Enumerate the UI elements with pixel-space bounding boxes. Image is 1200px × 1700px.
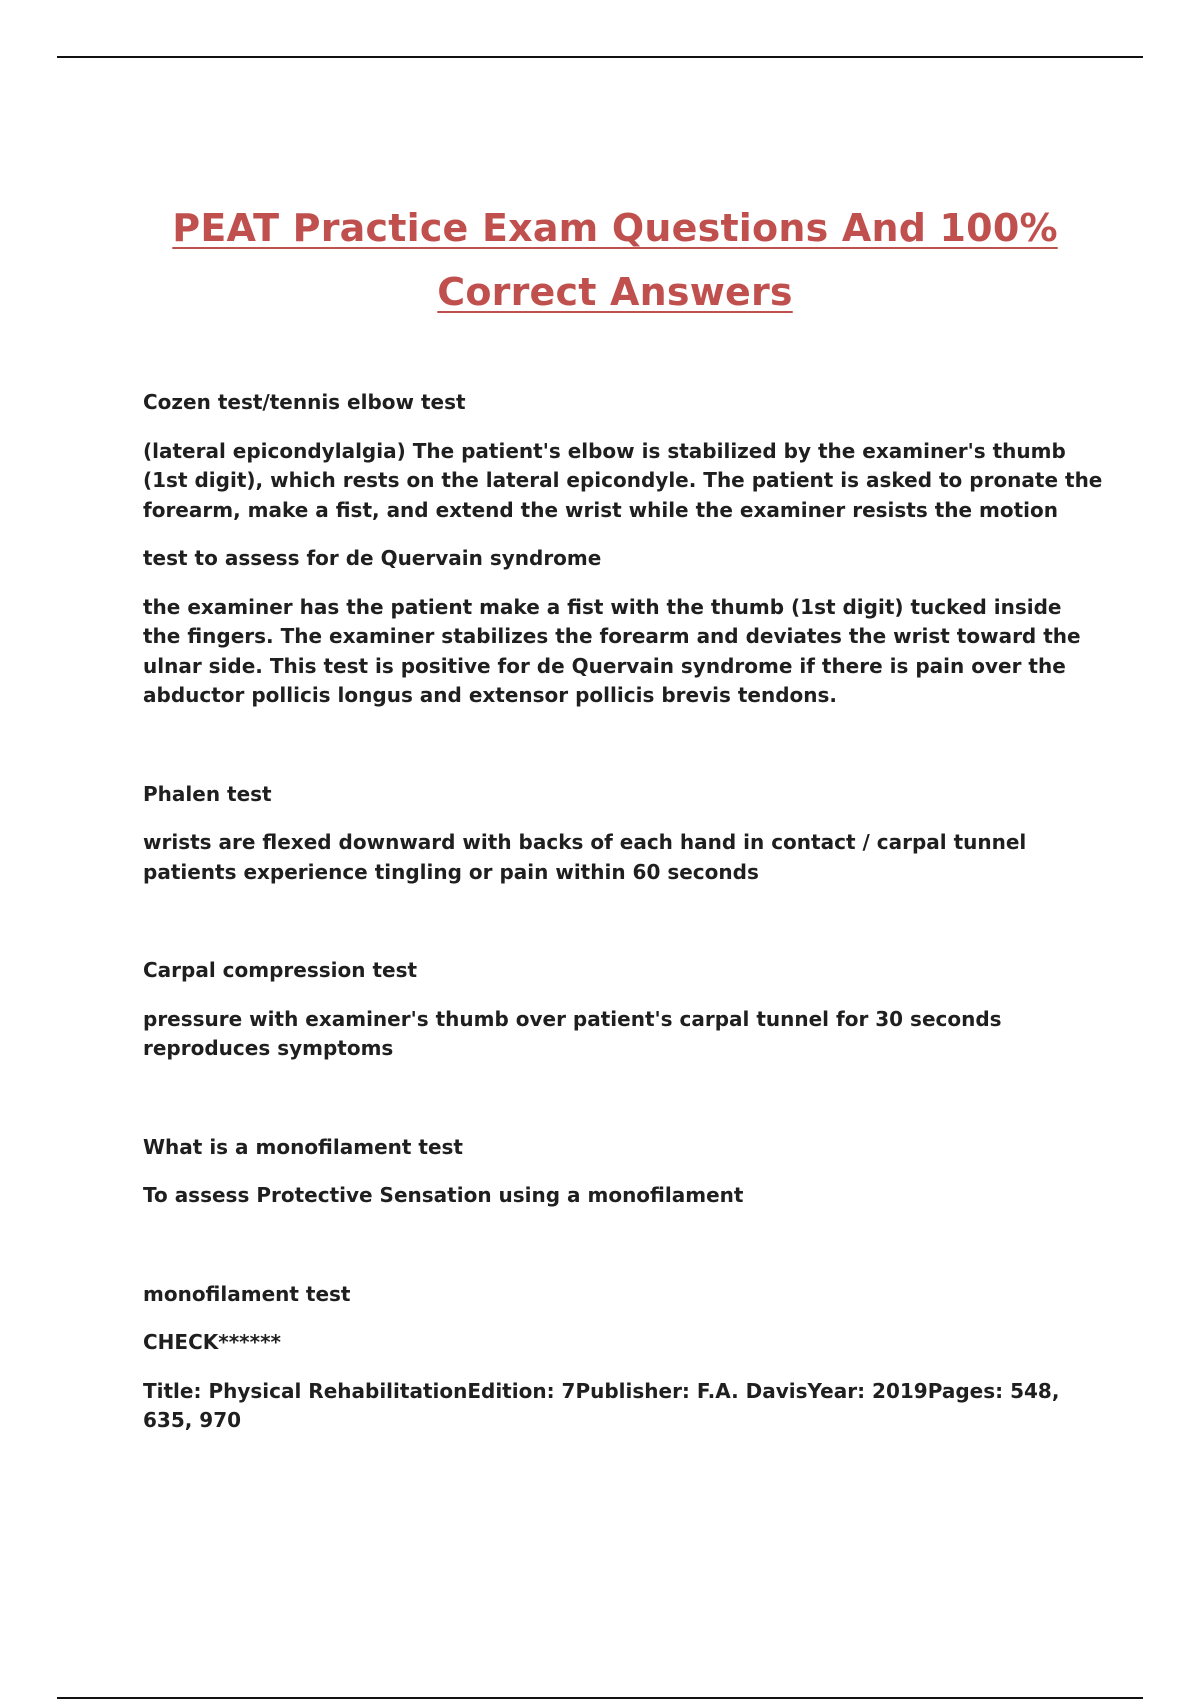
card-3-answer: wrists are flexed downward with backs of each hand in contact / carpal tunnel patients experience tingling or pain within 60 seconds — [143, 830, 1027, 884]
card-4-answer: pressure with examiner's thumb over patient's carpal tunnel for 30 seconds reproduces symptoms — [143, 1006, 1002, 1060]
card-1-question: Cozen test/tennis elbow test — [143, 390, 466, 414]
flashcard-list — [143, 388, 1103, 1455]
card-5-question: What is a monofilament test — [143, 1134, 463, 1159]
document-title — [130, 196, 1100, 324]
title-line-2: Correct Answers — [437, 270, 793, 314]
card-1-answer: (lateral epicondylalgia) The patient's elbow is stabilized by the examiner's thumb (1st digit), which rests on the lateral epicondyle. The patient is asked to pronate the forearm, make a fist, and extend the wrist while the examiner resists the motion — [143, 438, 1103, 522]
card-2-question: test to assess for de Quervain syndrome — [143, 546, 602, 570]
card-6-citation: Title: Physical RehabilitationEdition: 7Publisher: F.A. DavisYear: 2019Pages: 548, 635, 970 — [143, 1378, 1060, 1432]
card-6-question: monofilament test — [143, 1281, 351, 1306]
card-2-answer: the examiner has the patient make a fist with the thumb (1st digit) tucked inside the fingers. The examiner stabilizes the forearm and deviates the wrist toward the ulnar side. This test is positive for de Quervain syndrome if there is pain over the abductor pollicis longus and extensor pollicis brevis tendons. — [143, 594, 1081, 707]
top-rule — [57, 56, 1143, 58]
bottom-rule — [57, 1697, 1143, 1699]
card-6-answer: CHECK****** — [143, 1330, 282, 1354]
card-4-question: Carpal compression test — [143, 958, 418, 982]
card-5-answer: To assess Protective Sensation using a monofilament — [143, 1183, 744, 1207]
card-3-question: Phalen test — [143, 781, 272, 806]
title-line-1: PEAT Practice Exam Questions And 100% — [172, 206, 1058, 250]
